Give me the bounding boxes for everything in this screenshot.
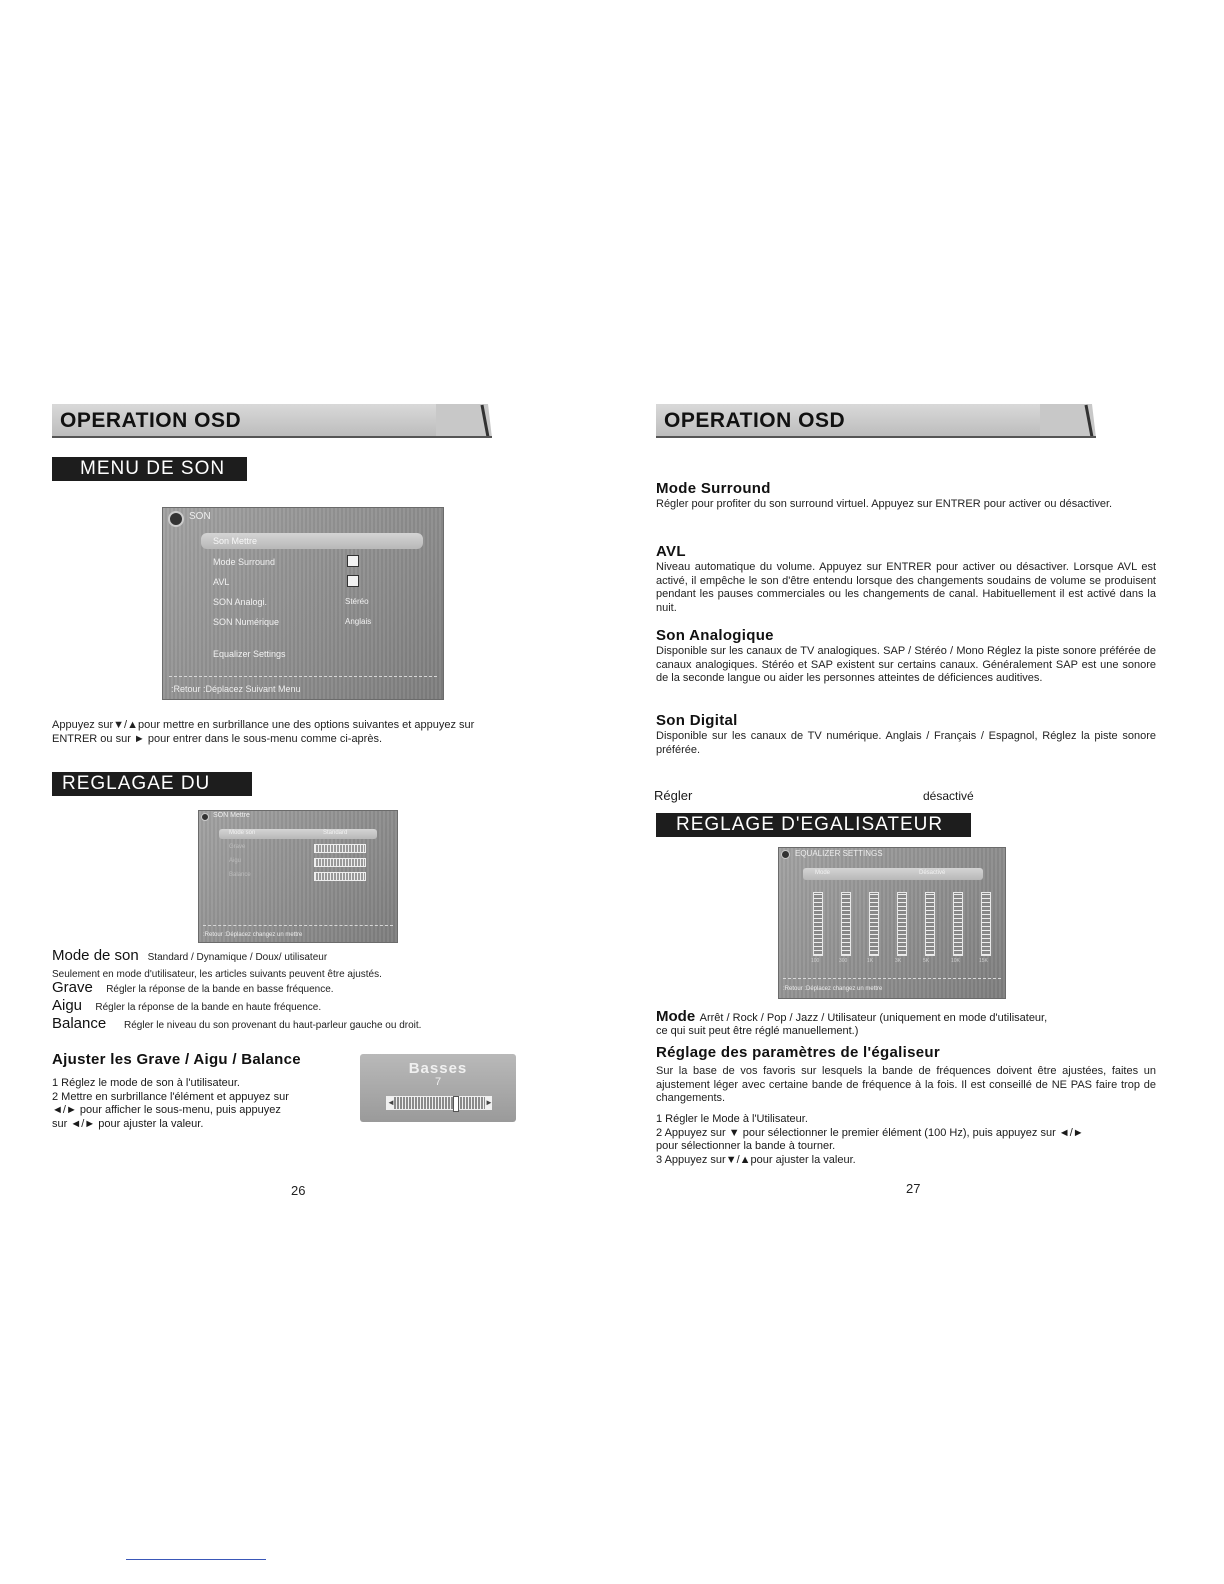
def-term: Mode de son bbox=[52, 947, 139, 964]
step: 2 Mettre en surbrillance l'élément et appuyez sur bbox=[52, 1090, 289, 1103]
intro-line: ENTRER ou sur ► pour entrer dans le sous-menu comme ci-après. bbox=[52, 732, 383, 745]
section-title: Son Digital bbox=[656, 712, 738, 729]
eq-band-label: 3K bbox=[895, 958, 902, 964]
link-underline bbox=[126, 1559, 266, 1560]
page-number-left: 26 bbox=[291, 1183, 306, 1198]
header-corner-decoration bbox=[1040, 404, 1096, 438]
osd-item: SON Numérique bbox=[213, 617, 280, 627]
step: pour sélectionner la bande à tourner. bbox=[656, 1140, 836, 1152]
step: 1 Réglez le mode de son à l'utilisateur. bbox=[52, 1077, 240, 1089]
eq-band-bar bbox=[841, 892, 851, 956]
eq-band-label: 100 bbox=[811, 958, 820, 964]
step: sur ◄/► pour ajuster la valeur. bbox=[52, 1117, 204, 1130]
osd-item: SON Analogi. bbox=[213, 597, 268, 607]
definitions-list bbox=[52, 947, 572, 1033]
basses-slider bbox=[386, 1096, 492, 1110]
intro-text bbox=[52, 719, 562, 746]
def-term: Grave bbox=[52, 979, 93, 996]
eq-band-bar bbox=[981, 892, 991, 956]
eq-band-label: 5K bbox=[923, 958, 930, 964]
section-text: Régler pour profiter du son surround virtuel. Appuyez sur ENTRER pour activer ou désactiver. bbox=[656, 498, 1113, 510]
step: 3 Appuyez sur▼/▲pour ajuster la valeur. bbox=[656, 1153, 856, 1166]
checkbox-icon bbox=[347, 575, 359, 587]
eq-title-bar: REGLAGE D'EGALISATEUR bbox=[656, 813, 971, 837]
slider bbox=[314, 858, 366, 867]
osd-item: Mode bbox=[815, 870, 831, 876]
equalizer-screenshot bbox=[778, 847, 1006, 999]
page-number-right: 27 bbox=[906, 1181, 921, 1196]
mode-desc-line2: ce qui suit peut être réglé manuellement.) bbox=[656, 1025, 859, 1037]
def-desc: Régler la réponse de la bande en basse fréquence. bbox=[106, 984, 334, 995]
def-desc: Seulement en mode d'utilisateur, les articles suivants peuvent être ajustés. bbox=[52, 969, 382, 980]
def-desc: Régler la réponse de la bande en haute fréquence. bbox=[95, 1002, 322, 1013]
def-term: Mode bbox=[656, 1008, 696, 1025]
menu-icon bbox=[781, 850, 790, 859]
eq-band-label: 10K bbox=[951, 958, 960, 964]
section-text: Disponible sur les canaux de TV analogiques. SAP / Stéréo / Mono Réglez la piste sonore préférée de canaux analogiques. Stéréo et SAP existent sur certains canaux. Généralement SAP est une sonore de la seconde langue ou aider les personnes atteintes de déficiences auditives. bbox=[656, 645, 1156, 684]
def-desc: Arrêt / Rock / Pop / Jazz / Utilisateur (uniquement en mode d'utilisateur, bbox=[699, 1012, 1048, 1024]
eq-band-label: 300 bbox=[839, 958, 848, 964]
osd-item: Aigu bbox=[229, 858, 242, 864]
adjust-steps bbox=[52, 1077, 289, 1131]
eq-band-bar bbox=[869, 892, 879, 956]
eq-band-bar bbox=[897, 892, 907, 956]
step: 1 Régler le Mode à l'Utilisateur. bbox=[656, 1113, 808, 1125]
osd-value: Standard bbox=[323, 830, 348, 836]
def-term: Aigu bbox=[52, 997, 83, 1014]
section-header-right bbox=[656, 404, 1096, 438]
eq-band-bar bbox=[953, 892, 963, 956]
osd-value: Désactivé bbox=[919, 870, 946, 876]
eq-band-bar bbox=[925, 892, 935, 956]
osd-item: AVL bbox=[213, 577, 230, 587]
eq-steps bbox=[656, 1113, 1084, 1167]
page-header-title: OPERATION OSD bbox=[664, 409, 846, 432]
son-menu-screenshot bbox=[162, 507, 444, 700]
right-arrow-icon: ► bbox=[485, 1098, 493, 1107]
desactive-label: désactivé bbox=[923, 789, 974, 803]
checkbox-icon bbox=[347, 555, 359, 567]
regler-label: Régler bbox=[654, 788, 693, 803]
osd-item: Balance bbox=[229, 872, 251, 878]
def-desc: Régler le niveau du son provenant du haut-parleur gauche ou droit. bbox=[124, 1020, 422, 1031]
eq-band-bar bbox=[813, 892, 823, 956]
mode-definition bbox=[656, 1008, 1047, 1026]
menu-icon bbox=[201, 813, 209, 821]
eq-params-text: Sur la base de vos favoris sur lesquels la bande de fréquences doivent être ajustées, faites un ajustement léger avec certaine bande de fréquence à la fois. Il est conseillé de NE PAS faire trop de changements. bbox=[656, 1065, 1156, 1104]
page-header-title: OPERATION OSD bbox=[60, 409, 242, 432]
step: 2 Appuyez sur ▼ pour sélectionner le premier élément (100 Hz), puis appuyez sur ◄/► bbox=[656, 1126, 1084, 1139]
divider bbox=[169, 676, 437, 677]
divider bbox=[203, 925, 393, 926]
basses-widget bbox=[360, 1054, 516, 1122]
osd-value: Anglais bbox=[345, 617, 372, 626]
osd-title: SON Mettre bbox=[213, 812, 250, 819]
osd-item: Equalizer Settings bbox=[213, 649, 286, 659]
divider bbox=[783, 978, 1001, 979]
osd-title: SON bbox=[189, 511, 211, 522]
section-text: Niveau automatique du volume. Appuyez sur ENTRER pour activer ou désactiver. Lorsque AVL est activé, il empêche le son d'être entendu lorsque des changements soudains de volume se produisent pendant les pauses commerciales ou les changements de canal. Habituellement il est activé dans la nuit. bbox=[656, 561, 1156, 614]
reglage-title-bar: REGLAGAE DU SON bbox=[52, 772, 252, 796]
menu-title-bar: MENU DE SON bbox=[52, 457, 247, 481]
slider-thumb bbox=[453, 1096, 459, 1112]
osd-item: Grave bbox=[229, 844, 246, 850]
osd-footer: :Retour :Déplacez changez un mettre bbox=[203, 932, 303, 938]
menu-icon bbox=[168, 511, 184, 527]
section-title: Son Analogique bbox=[656, 627, 774, 644]
intro-line: Appuyez sur▼/▲pour mettre en surbrillance une des options suivantes et appuyez sur bbox=[52, 719, 475, 731]
left-arrow-icon: ◄ bbox=[387, 1098, 395, 1107]
osd-item: Mode son bbox=[229, 830, 256, 836]
section-title: Mode Surround bbox=[656, 480, 771, 497]
eq-params-title: Réglage des paramètres de l'égaliseur bbox=[656, 1044, 940, 1061]
slider bbox=[314, 844, 366, 853]
def-desc: Standard / Dynamique / Doux/ utilisateur bbox=[147, 952, 328, 963]
osd-item: Son Mettre bbox=[213, 536, 258, 546]
basses-label: Basses bbox=[408, 1060, 468, 1077]
step: ◄/► pour afficher le sous-menu, puis appuyez bbox=[52, 1104, 281, 1116]
eq-band-label: 1K bbox=[867, 958, 874, 964]
def-term: Balance bbox=[52, 1015, 107, 1032]
section-header-left bbox=[52, 404, 492, 438]
adjust-title: Ajuster les Grave / Aigu / Balance bbox=[52, 1051, 301, 1068]
section-title: AVL bbox=[656, 543, 686, 560]
osd-footer: :Retour :Déplacez changez un mettre bbox=[783, 986, 883, 992]
basses-value: 7 bbox=[434, 1076, 442, 1088]
header-corner-decoration bbox=[436, 404, 492, 438]
osd-footer: :Retour :Déplacez Suivant Menu bbox=[171, 684, 301, 694]
osd-title: EQUALIZER SETTINGS bbox=[795, 849, 883, 858]
eq-band-label: 15K bbox=[979, 958, 988, 964]
osd-item: Mode Surround bbox=[213, 557, 276, 567]
slider bbox=[314, 872, 366, 881]
section-text: Disponible sur les canaux de TV numérique. Anglais / Français / Espagnol, Réglez la piste sonore préférée. bbox=[656, 730, 1156, 756]
son-mettre-screenshot bbox=[198, 810, 398, 943]
osd-value: Stéréo bbox=[345, 597, 369, 606]
